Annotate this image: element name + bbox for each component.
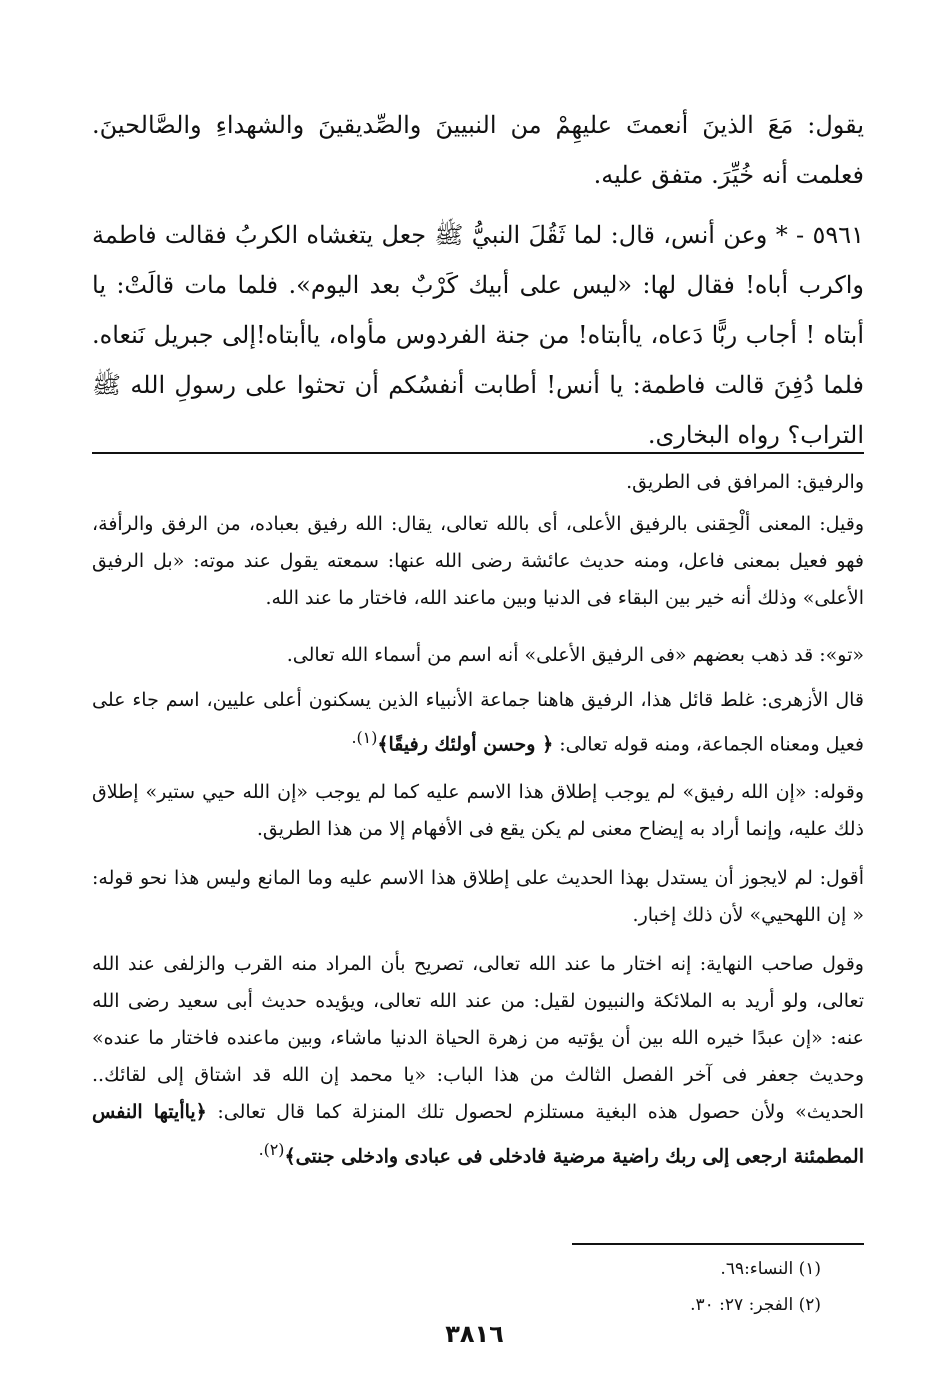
commentary-text: قال الأزهرى: غلط قائل هذا، الرفيق هاهنا جماعة الأنبياء الذين يسكنون أعلى عليين، اسم جاء على فعيل ومعناه الجماعة، ومنه قوله تعالى: (92, 689, 864, 756)
quran-quote: ﴿ وحسن أولئك رفيقًا﴾ (377, 733, 554, 756)
hadith-paragraph-5961: ٥٩٦١ - * وعن أنس، قال: لما ثَقُلَ النبيُّ ﷺ جعل يتغشاه الكربُ فقالت فاطمة واكرب أباه! فقال لها: «ليس على أبيك كَرْبٌ بعد اليوم». فلما مات قالَتْ: يا أبتاه ! أجاب ربًّا دَعاه، ياأبتاه! من جنة الفردوس مأواه، ياأبتاه!إلى جبريل نَنعاه. فلما دُفِنَ قالت فاطمة: يا أنس! أطابت أنفسُكم أن تحثوا على رسولِ الله ﷺ التراب؟ رواه البخارى. (92, 221, 864, 449)
footnote-divider (572, 1243, 864, 1245)
commentary-paragraph-7 (92, 946, 864, 1175)
commentary-paragraph-2: وقيل: المعنى ألْحِقنى بالرفيق الأعلى، أى بالله تعالى، يقال: الله رفيق بعباده، من الرفق والرأفة، فهو فعيل بمعنى فاعل، ومنه حديث عائشة رضى الله عنها: سمعته يقول عند موته: «بل الرفيق الأعلى» وذلك أنه خير بين البقاء فى الدنيا وبين ماعند الله، فاختار ما عند الله. (92, 513, 864, 609)
commentary-divider (92, 452, 864, 454)
commentary-paragraph-3: «تو»: قد ذهب بعضهم «فى الرفيق الأعلى» أنه اسم من أسماء الله تعالى. (286, 644, 864, 666)
footnote-2: (٢) الفجر: ٢٧: ٣٠. (690, 1295, 821, 1315)
footnote-1: (١) النساء:٦٩. (720, 1259, 821, 1279)
quran-quote: ﴿ياأيتها النفس المطمئنة ارجعى إلى ربك راضية مرضية فادخلى فى عبادى وادخلى جنتى﴾ (92, 1101, 864, 1168)
commentary-paragraph-1: والرفيق: المرافق فى الطريق. (626, 471, 864, 493)
commentary-paragraph-5: وقوله: «إن الله رفيق» لم يوجب إطلاق هذا الاسم عليه كما لم يوجب «إن الله حيي ستير» إطلاق ذلك عليه، وإنما أراد به إيضاح معنى لم يكن يقع فى الأفهام إلا من هذا الطريق. (92, 781, 864, 840)
commentary-paragraph-6: أقول: لم لايجوز أن يستدل بهذا الحديث على إطلاق هذا الاسم عليه وما المانع وليس هذا نحو قوله: « إن اللهحيي» لأن ذلك إخبار. (92, 867, 864, 926)
commentary-text: وقول صاحب النهاية: إنه اختار ما عند الله تعالى، تصريح بأن المراد منه القرب والزلفى عند الله تعالى، ولو أريد به الملائكة والنبيون لقيل: من عند الله تعالى، ويؤيده حديث أبى سعيد رضى الله عنه: «إن عبدًا خيره الله بين أن يؤتيه من زهرة الحياة الدنيا ماشاء، وبين ماعنده فاختار ما عنده» وحديث جعفر فى آخر الفصل الثالث من هذا الباب: «يا محمد إن الله قد اشتاق إلى لقائك.. الحديث» ولأن حصول هذه البغية مستلزم لحصول تلك المنزلة كما قال تعالى: (92, 953, 864, 1123)
commentary-paragraph-4 (92, 682, 864, 763)
footnote-ref: (١). (351, 728, 378, 747)
page-number: ٣٨١٦ (445, 1320, 504, 1348)
hadith-paragraph-continuation: يقول: مَعَ الذينَ أنعمتَ عليهِمْ من النبيينَ والصِّديقينَ والشهداءِ والصَّالحينَ. فعلمت أنه خُيِّرَ. متفق عليه. (92, 111, 864, 189)
footnote-ref: (٢). (258, 1140, 285, 1159)
